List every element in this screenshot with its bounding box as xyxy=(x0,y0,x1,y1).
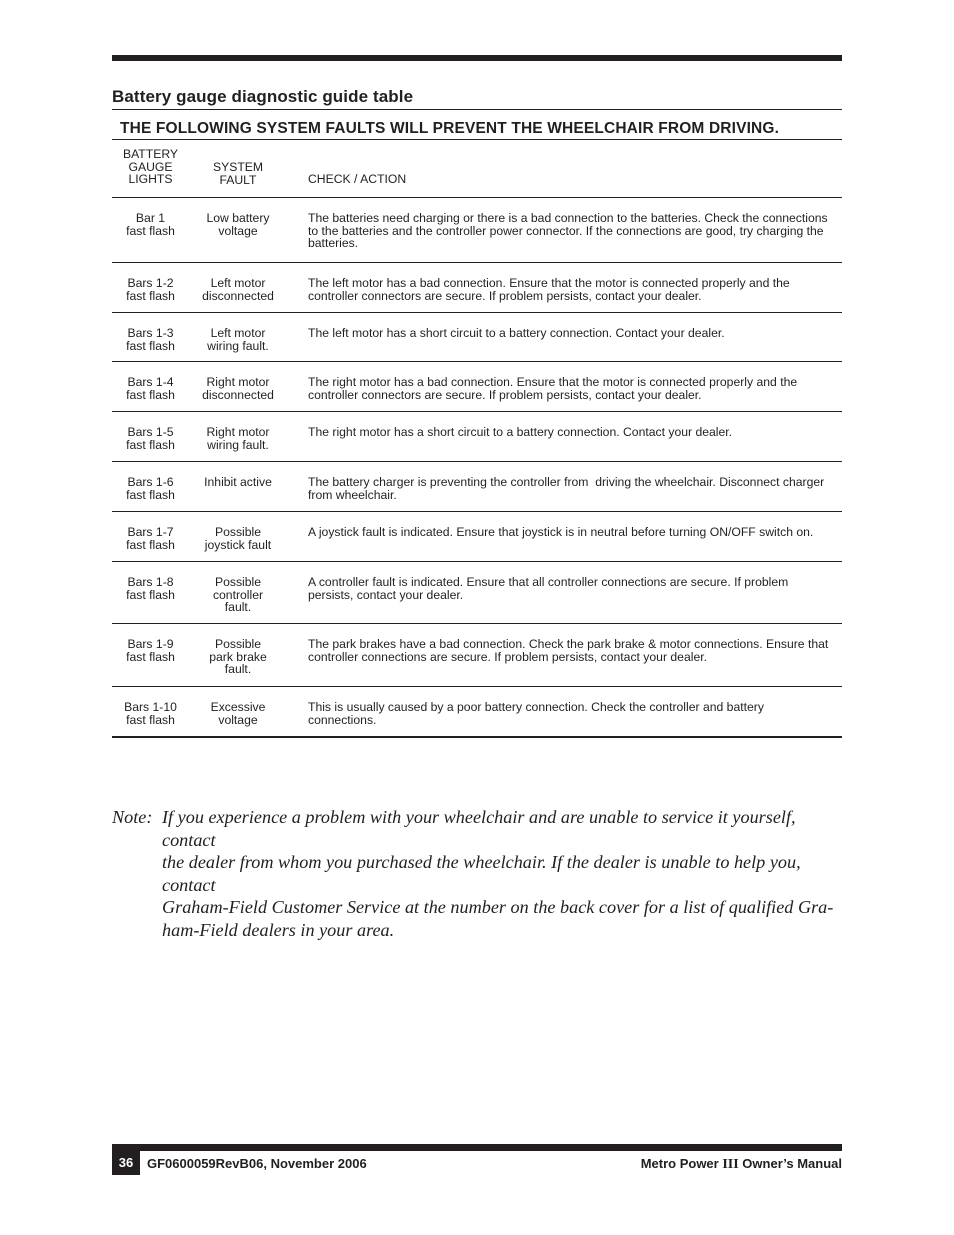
gauge-lights-cell xyxy=(112,526,189,551)
cell-line: wiring fault. xyxy=(207,437,269,452)
cell-line: Bars 1-10 xyxy=(124,700,177,714)
warning-heading: THE FOLLOWING SYSTEM FAULTS WILL PREVENT THE WHEELCHAIR FROM DRIVING. xyxy=(120,120,780,137)
cell-line: The battery charger is preventing the controller from driving the wheelchair. Disconnect charger xyxy=(308,475,825,489)
cell-line: fast flash xyxy=(126,288,175,303)
cell-line: controller connectors are secure. If problem persists, contact your dealer. xyxy=(308,387,702,402)
header-line: GAUGE xyxy=(128,159,173,174)
system-fault-cell xyxy=(193,376,283,401)
system-fault-cell xyxy=(193,701,283,726)
cell-line: from wheelchair. xyxy=(308,487,397,502)
cell-line: fast flash xyxy=(126,712,175,727)
cell-line: Bars 1-9 xyxy=(127,637,174,651)
cell-line: fast flash xyxy=(126,223,175,238)
cell-line: Possible xyxy=(214,637,262,651)
cell-line: disconnected xyxy=(202,288,274,303)
cell-line: Bar 1 xyxy=(135,211,166,225)
check-action-cell xyxy=(308,426,848,439)
cell-line: park brake xyxy=(209,649,267,664)
table-row xyxy=(112,361,842,411)
cell-line: joystick fault xyxy=(204,537,272,552)
cell-line: to the batteries and the controller power connector. If the connections are good, try charging the xyxy=(308,223,824,238)
column-header-check-action: CHECK / ACTION xyxy=(308,172,407,186)
section-title: Battery gauge diagnostic guide table xyxy=(112,87,414,106)
cell-line: Low battery xyxy=(206,211,270,225)
manual-title-suffix: Owner’s Manual xyxy=(738,1156,842,1171)
page-number: 36 xyxy=(112,1151,140,1175)
cell-line: This is usually caused by a poor battery connection. Check the controller and battery xyxy=(308,700,764,714)
cell-line: The right motor has a bad connection. Ensure that the motor is connected properly and the xyxy=(308,375,798,389)
table-bottom-rule xyxy=(112,736,842,738)
gauge-lights-cell xyxy=(112,638,189,663)
cell-line: controller xyxy=(212,587,264,602)
column-header-system-fault xyxy=(193,161,283,186)
gauge-lights-cell xyxy=(112,701,189,726)
gauge-lights-cell xyxy=(112,212,189,237)
cell-line: Bars 1-5 xyxy=(127,425,174,439)
table-row xyxy=(112,197,842,262)
system-fault-cell xyxy=(193,327,283,352)
check-action-cell xyxy=(308,576,848,601)
cell-line: fast flash xyxy=(126,587,175,602)
cell-line: fast flash xyxy=(126,338,175,353)
check-action-cell xyxy=(308,476,848,501)
cell-line: fault. xyxy=(224,600,252,614)
cell-line: Excessive xyxy=(210,700,266,714)
top-rule xyxy=(112,55,842,61)
cell-line: fast flash xyxy=(126,387,175,402)
cell-line: fast flash xyxy=(126,437,175,452)
cell-line: Bars 1-8 xyxy=(127,575,174,589)
table-row xyxy=(112,312,842,361)
table-row xyxy=(112,686,842,736)
cell-line: Possible xyxy=(214,575,262,589)
check-action-cell xyxy=(308,701,848,726)
check-action-cell xyxy=(308,638,848,663)
cell-line: The left motor has a short circuit to a battery connection. Contact your dealer. xyxy=(308,326,725,340)
note-line: If you experience a problem with your wheelchair and are unable to service it yourself, contact xyxy=(162,807,796,850)
cell-line: wiring fault. xyxy=(207,338,269,353)
cell-line: Bars 1-7 xyxy=(127,525,174,539)
system-fault-cell xyxy=(193,476,283,489)
gauge-lights-cell xyxy=(112,327,189,352)
check-action-cell xyxy=(308,277,848,302)
note-body xyxy=(162,806,852,942)
note-label: Note: xyxy=(112,807,153,827)
cell-line: The park brakes have a bad connection. Check the park brake & motor connections. Ensure that xyxy=(308,637,829,651)
note-line: Graham-Field Customer Service at the number on the back cover for a list of qualified Gra- xyxy=(162,897,834,918)
header-line: FAULT xyxy=(219,172,257,187)
manual-title-roman: III xyxy=(722,1157,739,1172)
note-line: ham-Field dealers in your area. xyxy=(162,919,395,940)
cell-line: Bars 1-2 xyxy=(127,276,174,290)
cell-line: connections. xyxy=(308,712,377,727)
cell-line: Right motor xyxy=(206,375,270,389)
cell-line: Bars 1-6 xyxy=(127,475,174,489)
note-line: the dealer from whom you purchased the wheelchair. If the dealer is unable to help you, contact xyxy=(162,852,801,895)
section-rule xyxy=(112,109,842,110)
cell-line: batteries. xyxy=(308,236,359,250)
check-action-cell xyxy=(308,212,848,250)
cell-line: persists, contact your dealer. xyxy=(308,587,464,602)
cell-line: A joystick fault is indicated. Ensure that joystick is in neutral before turning ON/OFF switch on. xyxy=(308,525,814,539)
cell-line: A controller fault is indicated. Ensure that all controller connections are secure. If problem xyxy=(308,575,789,589)
system-fault-cell xyxy=(193,526,283,551)
table-row xyxy=(112,411,842,461)
cell-line: fast flash xyxy=(126,649,175,664)
cell-line: Inhibit active xyxy=(204,475,272,489)
column-header-gauge-lights xyxy=(112,148,189,186)
check-action-cell xyxy=(308,327,848,340)
table-row xyxy=(112,461,842,511)
cell-line: The right motor has a short circuit to a battery connection. Contact your dealer. xyxy=(308,425,733,439)
cell-line: fault. xyxy=(224,662,252,676)
table-row xyxy=(112,623,842,686)
cell-line: Left motor xyxy=(210,326,266,340)
manual-title-prefix: Metro Power xyxy=(640,1156,723,1171)
system-fault-cell xyxy=(193,638,283,676)
cell-line: The left motor has a bad connection. Ensure that the motor is connected properly and the xyxy=(308,276,790,290)
cell-line: controller connectors are secure. If problem persists, contact your dealer. xyxy=(308,288,702,303)
check-action-cell xyxy=(308,376,848,401)
table-row xyxy=(112,561,842,623)
check-action-cell xyxy=(308,526,848,539)
header-line: LIGHTS xyxy=(128,172,173,186)
cell-line: voltage xyxy=(218,223,258,238)
cell-line: controller connections are secure. If problem persists, contact your dealer. xyxy=(308,649,707,664)
document-id: GF0600059RevB06, November 2006 xyxy=(147,1156,367,1171)
gauge-lights-cell xyxy=(112,476,189,501)
footer-rule xyxy=(112,1144,842,1151)
header-line: SYSTEM xyxy=(212,160,264,174)
system-fault-cell xyxy=(193,426,283,451)
cell-line: Bars 1-4 xyxy=(127,375,174,389)
cell-line: voltage xyxy=(218,712,258,727)
table-row xyxy=(112,511,842,561)
cell-line: The batteries need charging or there is a bad connection to the batteries. Check the connections xyxy=(308,211,828,225)
cell-line: Left motor xyxy=(210,276,266,290)
warning-rule xyxy=(112,139,842,140)
system-fault-cell xyxy=(193,277,283,302)
gauge-lights-cell xyxy=(112,426,189,451)
system-fault-cell xyxy=(193,576,283,614)
cell-line: fast flash xyxy=(126,487,175,502)
gauge-lights-cell xyxy=(112,576,189,601)
header-line: BATTERY xyxy=(122,147,179,161)
cell-line: Right motor xyxy=(206,425,270,439)
gauge-lights-cell xyxy=(112,277,189,302)
cell-line: Possible xyxy=(214,525,262,539)
cell-line: disconnected xyxy=(202,387,274,402)
manual-title xyxy=(641,1156,842,1173)
cell-line: Bars 1-3 xyxy=(127,326,174,340)
table-row xyxy=(112,262,842,312)
system-fault-cell xyxy=(193,212,283,237)
cell-line: fast flash xyxy=(126,537,175,552)
gauge-lights-cell xyxy=(112,376,189,401)
